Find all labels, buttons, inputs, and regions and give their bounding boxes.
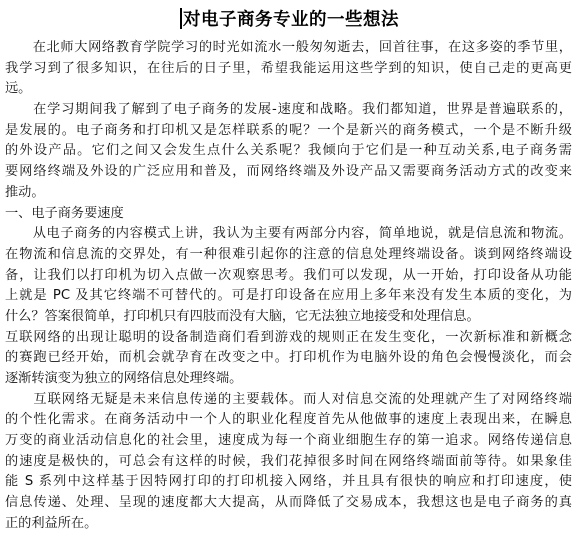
text-line: 的个性化需求。在商务活动中一个人的职业化程度首先从他做事的速度上表现出来，在瞬息 bbox=[5, 412, 572, 428]
text-line: 远。 bbox=[5, 81, 32, 97]
text-line: 要网络终端及外设的广泛应用和普及，而网络终端及外设产品又需要商务活动方式的改变来 bbox=[5, 164, 572, 180]
text-line: 的速度是极快的，可总会有这样的时候，我们花掉很多时间在网络终端面前等待。如果象佳 bbox=[5, 453, 572, 469]
document-title: 对电子商务专业的一些想法 bbox=[183, 10, 399, 30]
title-area bbox=[0, 6, 579, 32]
text-line: 上就是 PC 及其它终端不可替代的。可是打印设备在应用上多年来没有发生本质的变化，为 bbox=[5, 288, 572, 304]
text-line: 能 S 系列中这样基于因特网打印的打印机接入网络，并且具有很快的响应和打印速度，使 bbox=[5, 474, 572, 490]
text-line: 推动。 bbox=[5, 184, 45, 200]
text-line: 什么？答案很简单，打印机只有四肢而没有大脑，它无法独立地接受和处理信息。 bbox=[5, 308, 480, 324]
document-body bbox=[5, 38, 572, 535]
text-line: 我学习到了很多知识，在往后的日子里，希望我能运用这些学到的知识，使自己走的更高更 bbox=[5, 60, 572, 76]
text-line: 逐渐转演变为独立的网络信息处理终端。 bbox=[5, 371, 243, 386]
text-cursor bbox=[180, 8, 182, 29]
text-line: 正的利益所在。 bbox=[5, 515, 98, 531]
text-line: 在北师大网络教育学院学习的时光如流水一般匆匆逝去，回首往事，在这多姿的季节里， bbox=[5, 40, 572, 55]
text-line: 在物流和信息流的交界处，有一种很难引起你的注意的信息处理终端设备。谈到网络终端设 bbox=[5, 246, 572, 262]
text-line: 互联网络的出现让聪明的设备制造商们看到游戏的规则正在发生变化，一次新标准和新概念 bbox=[5, 329, 572, 345]
text-line: 在学习期间我了解到了电子商务的发展-速度和战略。我们都知道，世界是普遍联系的， bbox=[5, 102, 572, 118]
text-line: 互联网络无疑是未来信息传递的主要载体。而人对信息交流的处理就产生了对网络终端 bbox=[5, 391, 572, 407]
text-line: 是发展的。电子商务和打印机又是怎样联系的呢？一个是新兴的商务模式，一个是不断升级 bbox=[5, 122, 572, 138]
text-line: 备，让我们以打印机为切入点做一次观察思考。我们可以发现，从一开始，打印设备从功能 bbox=[5, 267, 572, 283]
text-line: 的外设产品。它们之间又会发生点什么关系呢？我倾向于它们是一种互动关系,电子商务需 bbox=[5, 143, 572, 159]
text-line: 的赛跑已经开始，而机会就孕育在改变之中。打印机作为电脑外设的角色会慢慢淡化，而会 bbox=[5, 350, 572, 366]
text-line: 一、电子商务要速度 bbox=[5, 205, 124, 221]
text-line: 信息传递、处理、呈现的速度都大大提高，从而降低了交易成本，我想这也是电子商务的真 bbox=[5, 495, 572, 511]
text-line: 从电子商务的内容模式上讲，我认为主要有两部分内容，简单地说，就是信息流和物流。 bbox=[5, 226, 572, 242]
text-line: 万变的商业活动信息化的社会里，速度成为每一个商业细胞生存的第一追求。网络传递信息 bbox=[5, 433, 572, 449]
